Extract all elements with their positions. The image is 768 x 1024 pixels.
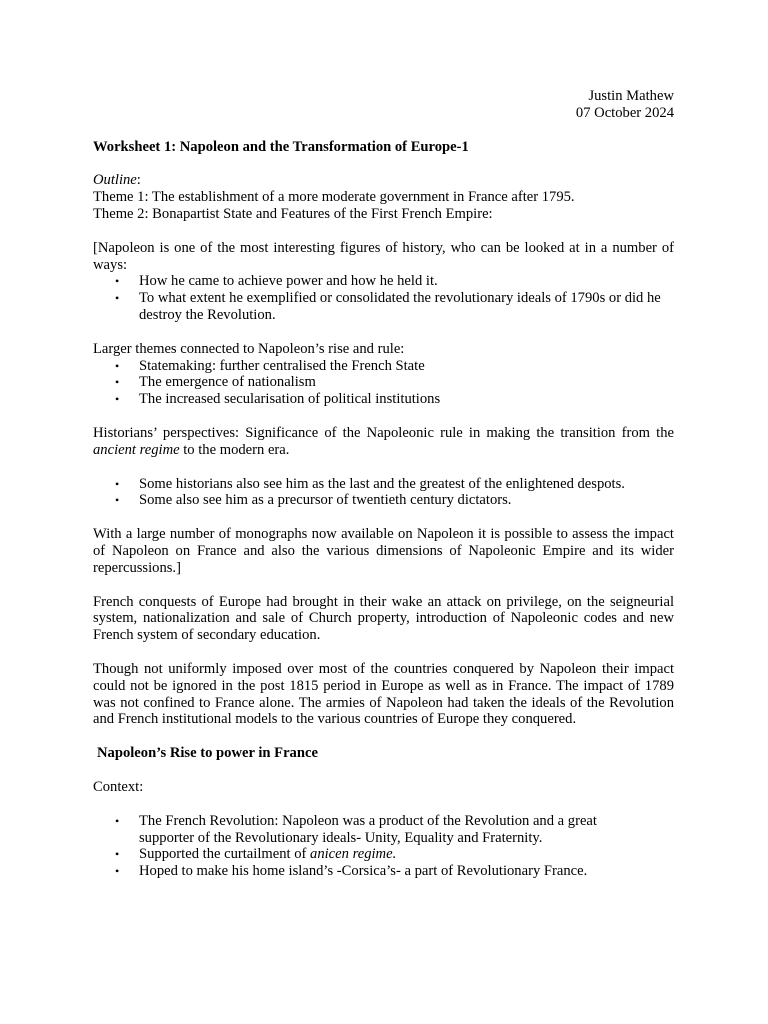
themes-paragraph: Larger themes connected to Napoleon’s rise and rule: xyxy=(93,340,405,357)
list-item: • Some historians also see him as the last and the greatest of the enlightened despots. xyxy=(115,475,625,492)
intro-bullet-list xyxy=(93,273,674,323)
context-bullet-list xyxy=(93,813,674,880)
list-item: • Hoped to make his home island’s -Corsica’s- a part of Revolutionary France. xyxy=(115,863,588,880)
list-item: • The French Revolution: Napoleon was a product of the Revolution and a great supporter of the Revolutionary ideals- Unity, Equality and Fraternity. xyxy=(115,812,597,846)
list-item: • To what extent he exemplified or consolidated the revolutionary ideals of 1790s or did he destroy the Revolution. xyxy=(115,290,661,323)
outline-colon: : xyxy=(136,172,141,189)
historians-paragraph: Historians’ perspectives: Significance of the Napoleonic rule in making the transition from the ancient regime to the modern era. xyxy=(93,424,674,458)
outline-theme-2: Theme 2: Bonapartist State and Features of the First French Empire: xyxy=(93,205,493,222)
context-label: Context: xyxy=(93,778,144,795)
conquests-paragraph: French conquests of Europe had brought in their wake an attack on privilege, on the seigneurial system, nationalization and sale of Church property, introduction of Napoleonic codes and new French system of secondary education. xyxy=(93,593,674,644)
themes-bullet-list xyxy=(93,358,674,408)
author-name: Justin Mathew xyxy=(588,88,674,104)
bullet-icon: • xyxy=(115,864,120,879)
list-item: • The increased secularisation of political institutions xyxy=(115,391,441,408)
bullet-icon: • xyxy=(115,274,120,289)
bullet-icon: • xyxy=(115,847,120,862)
outline-theme-1: Theme 1: The establishment of a more moderate government in France after 1795. xyxy=(93,189,575,206)
list-item: • Supported the curtailment of anicen regime. xyxy=(115,846,397,863)
bullet-icon: • xyxy=(115,493,120,508)
historians-bullet-list xyxy=(93,476,674,510)
bullet-icon: • xyxy=(115,375,120,390)
intro-paragraph: [Napoleon is one of the most interesting figures of history, who can be looked at in a number of ways: xyxy=(93,239,674,273)
outline-label: Outline xyxy=(93,172,137,189)
document-page xyxy=(93,88,674,880)
worksheet-title: Worksheet 1: Napoleon and the Transformation of Europe-1 xyxy=(93,138,469,155)
document-date: 07 October 2024 xyxy=(575,104,674,121)
bullet-icon: • xyxy=(115,392,120,407)
monographs-paragraph: With a large number of monographs now available on Napoleon it is possible to assess the impact of Napoleon on France and also the various dimensions of Napoleonic Empire and its wider repercussions.] xyxy=(93,526,674,576)
outline-label-line xyxy=(93,172,674,189)
bullet-icon: • xyxy=(115,476,120,491)
bullet-icon: • xyxy=(115,813,120,828)
list-item: • Statemaking: further centralised the French State xyxy=(115,357,425,374)
list-item: • The emergence of nationalism xyxy=(115,374,316,391)
bullet-icon: • xyxy=(115,358,120,373)
list-item: • How he came to achieve power and how he held it. xyxy=(115,273,438,290)
section-heading-rise: Napoleon’s Rise to power in France xyxy=(97,745,318,762)
imposed-paragraph: Though not uniformly imposed over most of the countries conquered by Napoleon their impact could not be ignored in the post 1815 period in Europe as well as in France. The impact of 1789 was not confined to France alone. The armies of Napoleon had taken the ideals of the Revolution and French institutional models to the various countries of Europe they conquered. xyxy=(93,660,674,728)
list-item: • Some also see him as a precursor of twentieth century dictators. xyxy=(115,492,512,509)
bullet-icon: • xyxy=(115,291,120,306)
